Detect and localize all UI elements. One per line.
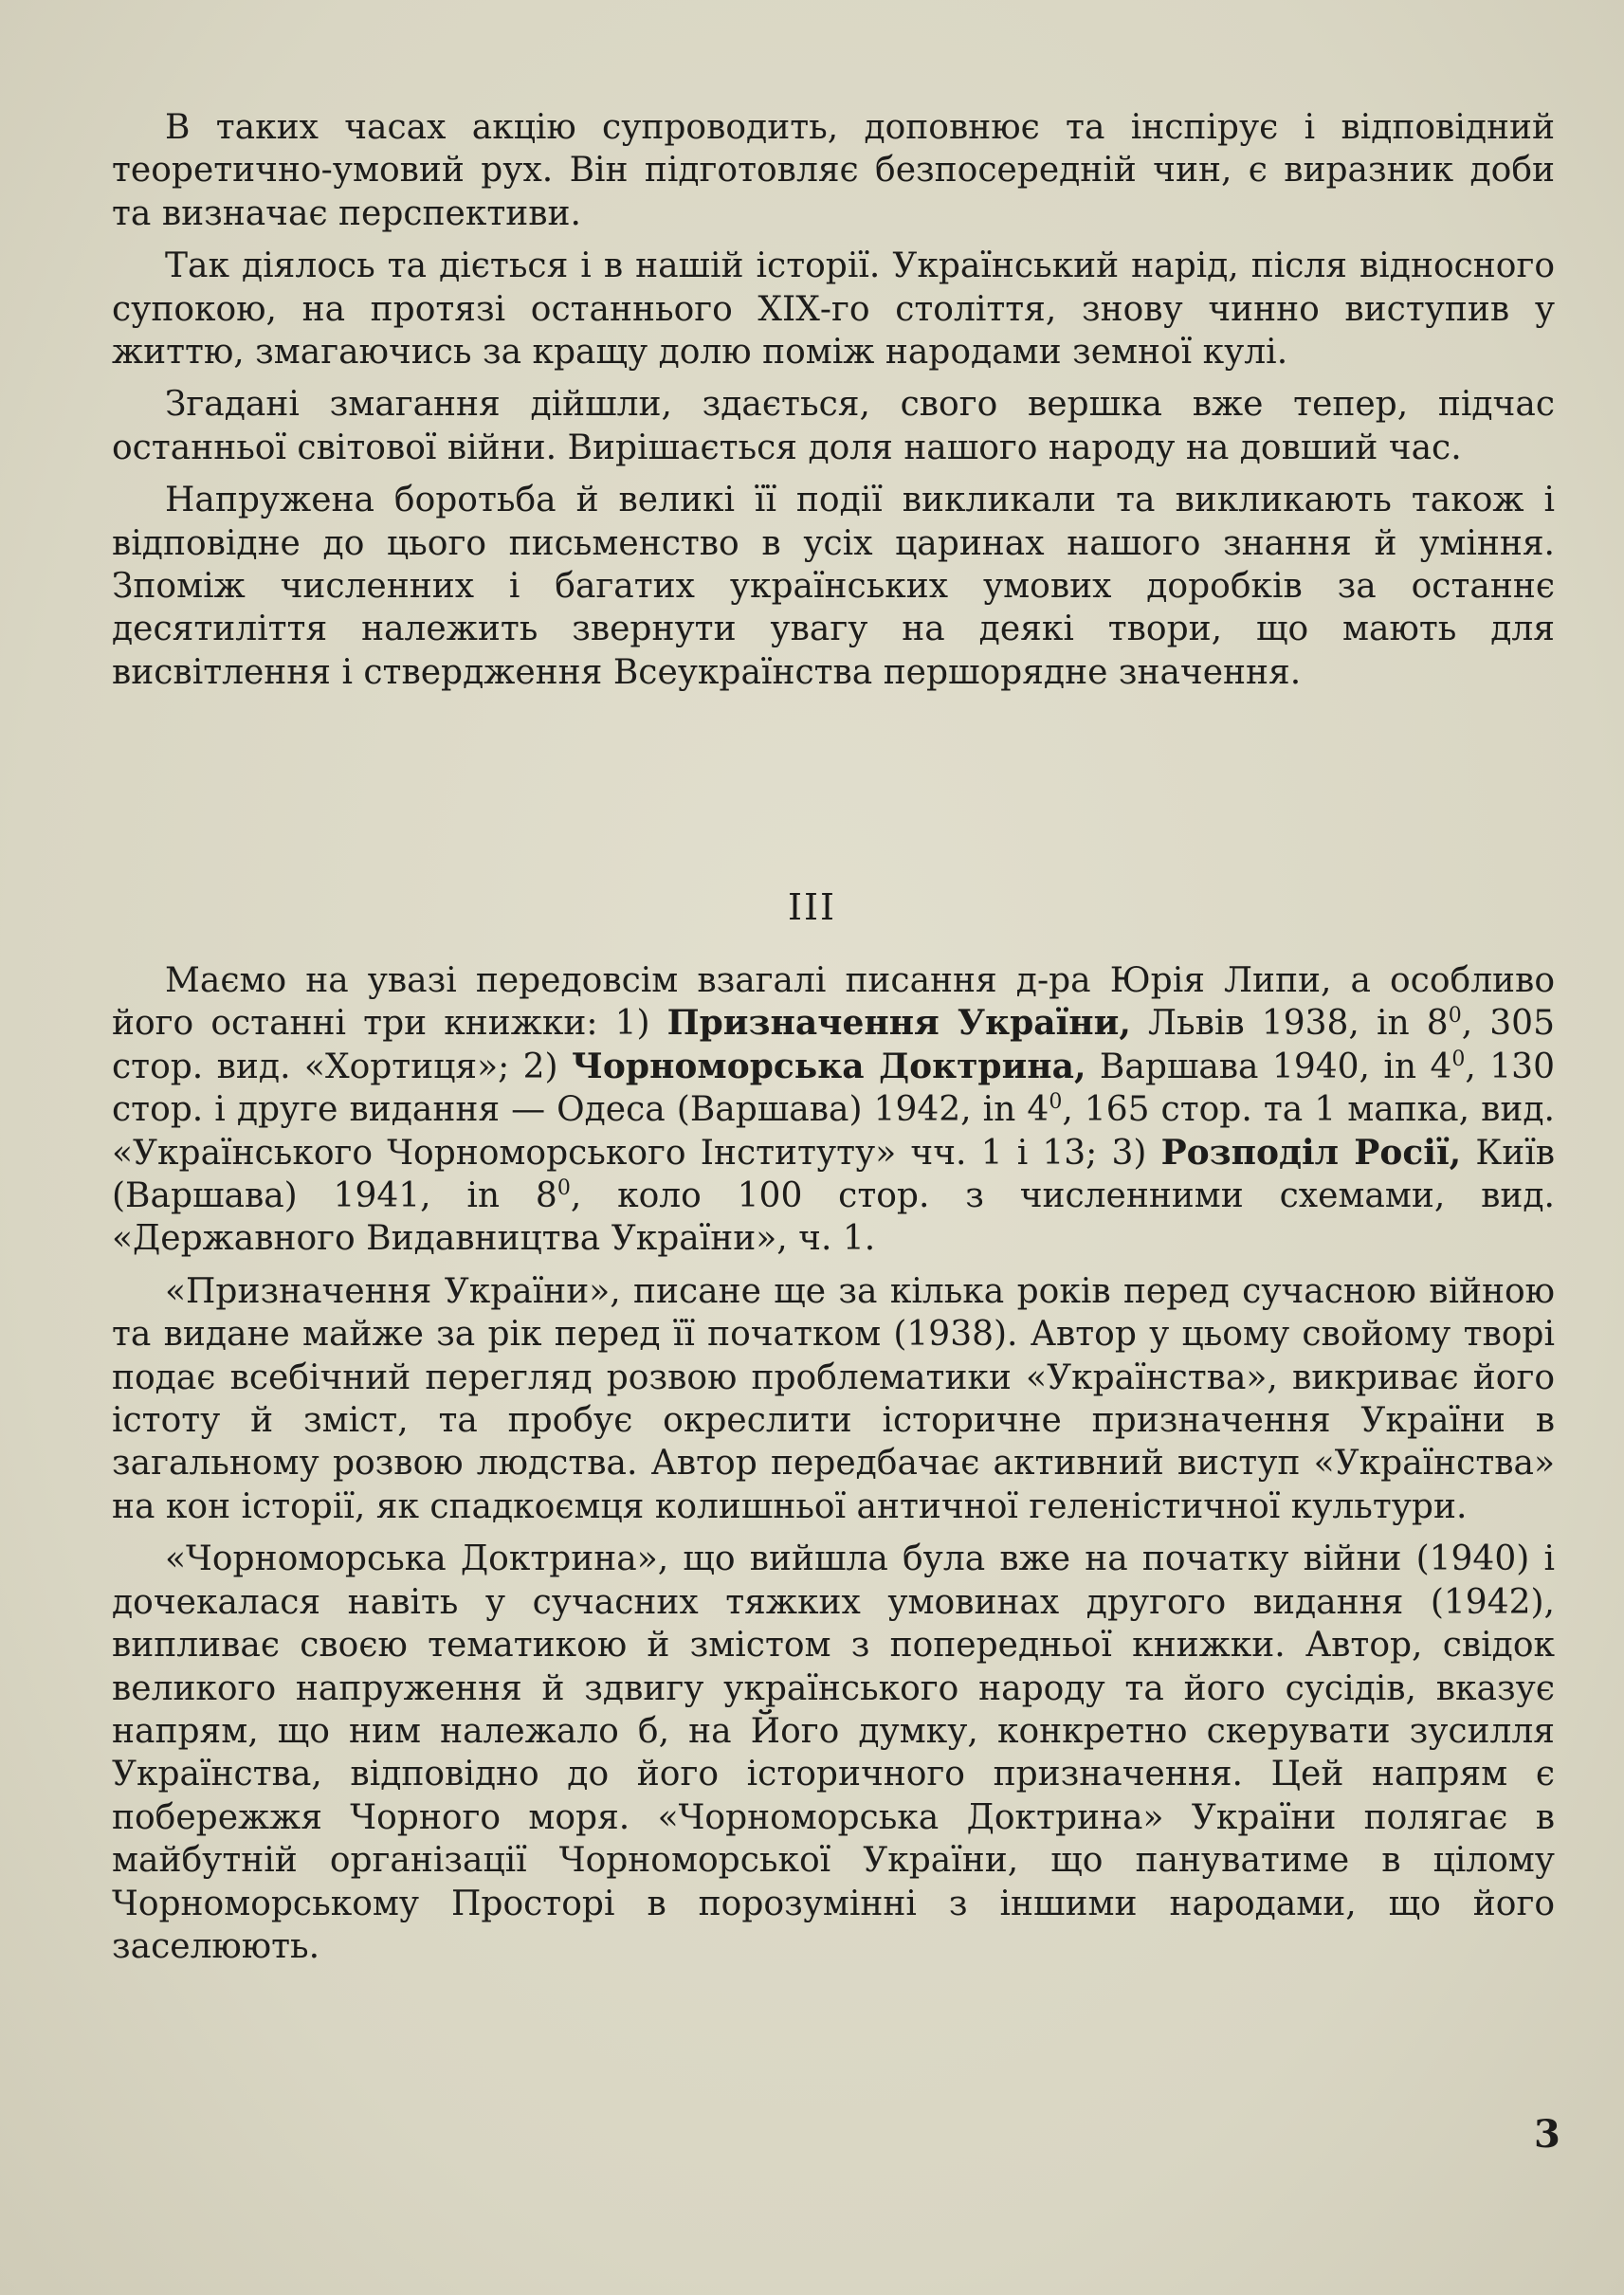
p5-text-7: Київ (Варшава) 1941, in 8	[112, 1133, 1555, 1216]
paragraph-2: Так діялось та діється і в нашій історії. Український нарід, після відносного супокою, на протязі останнього ХІХ-го століття, знову чинно виступив у життю, змагаючись за кращу долю поміж народами земної кулі.	[112, 246, 1555, 373]
book-title-1: Призначення України,	[666, 1003, 1131, 1044]
book-title-2: Чорноморська Доктрина,	[572, 1046, 1086, 1086]
p5-text-6: , 165 стор. та 1 мапка, вид. «Українського Чорноморського Інституту» чч. 1 і 13; 3)	[112, 1090, 1556, 1173]
p5-text-1: Маємо на увазі передовсім взагалі писання д-ра Юрія Липи, а особливо його останні три книжки: 1)	[112, 961, 1555, 1044]
text-block-top	[112, 106, 1555, 694]
page-number: 3	[1534, 2112, 1560, 2157]
degree-mark-3: 0	[1049, 1090, 1063, 1115]
text-block-bottom	[112, 959, 1555, 1968]
p5-text-2: Львів 1938, in 8	[1130, 1004, 1449, 1044]
paragraph-4: Напружена боротьба й великі її події викликали та викликають також і відповідне до цього письменство в усіх царинах нашого знання й уміння. Зпоміж численних і багатих українських умових доробків за останнє десятиліття належить звернути увагу на деякі твори, що мають для висвітлення і ствердження Всеукраїнства першорядне значення.	[112, 481, 1555, 692]
degree-mark-2: 0	[1451, 1047, 1466, 1071]
p5-text-8: , коло 100 стор. з численними схемами, вид. «Державного Видавництва України», ч. 1.	[112, 1176, 1555, 1259]
degree-mark-1: 0	[1448, 1004, 1462, 1029]
section-heading: III	[787, 886, 837, 928]
book-title-3: Розподіл Росії,	[1160, 1132, 1462, 1173]
p5-text-3: , 305 стор. вид. «Хортиця»; 2)	[112, 1004, 1555, 1086]
p5-text-4: Варшава 1940, in 4	[1086, 1047, 1452, 1086]
paragraph-5	[112, 959, 1555, 1261]
paragraph-6: «Призначення України», писане ще за кілька років перед сучасною війною та видане майже за рік перед її початком (1938). Автор у цьому свойому творі подає всебічний перегляд розвою проблематики «Українства», викриває його істоту й зміст, та пробує окреслити історичне призначення України в загальному розвою людства. Автор передбачає активний виступ «Українства» на кон історії, як спадкоємця колишньої античної геленістичної культури.	[112, 1271, 1555, 1526]
paragraph-7: «Чорноморська Доктрина», що вийшла була вже на початку війни (1940) і дочекалася навіть у сучасних тяжких умовинах другого видання (1942), випливає своєю тематикою й змістом з попередньої книжки. Автор, свідок великого напруження й здвигу українського народу та його сусідів, вказує напрям, що ним належало б, на Його думку, конкретно скерувати зусилля Українства, відповідно до його історичного призначення. Цей напрям є побережжя Чорного моря. «Чорноморська Доктрина» України полягає в майбутній організації Чорноморської України, що пануватиме в цілому Чорноморському Просторі в порозумінні з іншими народами, що його заселюють.	[112, 1539, 1555, 1966]
degree-mark-4: 0	[557, 1176, 571, 1201]
p5-text-5: , 130 стор. і друге видання — Одеса (Варшава) 1942, in 4	[112, 1047, 1555, 1130]
paragraph-1: В таких часах акцію супроводить, доповнює та інспірує і відповідний теоретично-умовий рух. Він підготовляє безпосередній чин, є виразник доби та визначає перспективи.	[112, 108, 1555, 233]
paragraph-3: Згадані змагання дійшли, здається, свого вершка вже тепер, підчас останньої світової війни. Вирішається доля нашого народу на довший час.	[112, 385, 1555, 467]
